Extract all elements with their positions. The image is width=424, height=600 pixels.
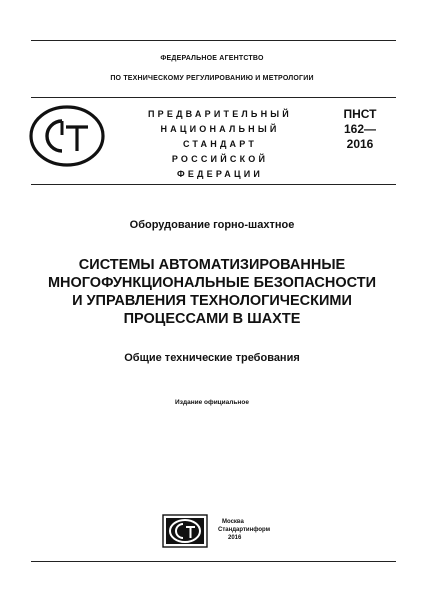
publisher-name: Стандартинформ (218, 527, 271, 533)
standard-type-line: СТАНДАРТ (182, 139, 258, 149)
agency-name-line2: ПО ТЕХНИЧЕСКОМУ РЕГУЛИРОВАНИЮ И МЕТРОЛОГИИ (110, 75, 314, 82)
top-rule (31, 40, 396, 41)
agency-name-line1: ФЕДЕРАЛЬНОЕ АГЕНТСТВО (160, 55, 264, 62)
document-title-line: СИСТЕМЫ АВТОМАТИЗИРОВАННЫЕ (78, 257, 346, 273)
standard-type (140, 107, 300, 182)
standard-code-line: ПНСТ (343, 107, 377, 121)
header-rule (31, 97, 396, 98)
standard-code-line: 162— (343, 122, 377, 136)
document-title-line: И УПРАВЛЕНИЯ ТЕХНОЛОГИЧЕСКИМИ (72, 293, 352, 309)
standartinform-logo (162, 514, 208, 548)
standard-type-line: РОССИЙСКОЙ (171, 154, 269, 164)
standard-code (330, 107, 390, 152)
standard-type-line: НАЦИОНАЛЬНЫЙ (160, 124, 280, 134)
standard-type-line: ФЕДЕРАЦИИ (176, 169, 264, 179)
standard-rule (31, 184, 396, 185)
gost-r-logo (28, 105, 106, 167)
standard-type-line: ПРЕДВАРИТЕЛЬНЫЙ (148, 109, 292, 119)
document-subtitle: Общие технические требования (124, 352, 300, 364)
publisher (218, 518, 298, 542)
bottom-rule (31, 561, 396, 562)
standard-code-line: 2016 (346, 137, 374, 151)
document-subject: Оборудование горно-шахтное (129, 219, 295, 231)
publisher-year: 2016 (228, 535, 242, 541)
document-title-line: МНОГОФУНКЦИОНАЛЬНЫЕ БЕЗОПАСНОСТИ (47, 275, 377, 291)
publisher-city: Москва (222, 519, 244, 525)
document-title-line: ПРОЦЕССАМИ В ШАХТЕ (123, 311, 301, 327)
document-title (0, 256, 424, 328)
edition-label: Издание официальное (175, 399, 249, 406)
